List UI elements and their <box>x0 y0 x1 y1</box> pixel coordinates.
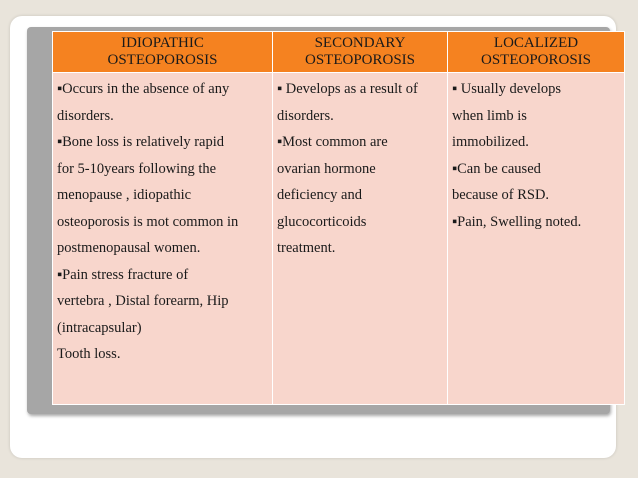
cell-line: ▪ Develops as a result of <box>277 81 418 97</box>
header-localized <box>448 32 625 73</box>
cell-line: ovarian hormone <box>277 160 376 177</box>
cell-line: osteoporosis is mot common in <box>57 213 239 230</box>
cell-localized <box>448 73 625 405</box>
header-line: OSTEOPOROSIS <box>304 52 416 68</box>
cell-line: when limb is <box>452 107 527 124</box>
cell-line: ▪Pain stress fracture of <box>57 266 189 283</box>
cell-line: ▪ Usually develops <box>452 81 562 97</box>
header-secondary <box>273 32 448 73</box>
cell-line: ▪Bone loss is relatively rapid <box>57 134 225 150</box>
cell-line: disorders. <box>277 107 334 124</box>
cell-line: ▪Most common are <box>277 134 388 150</box>
header-line: OSTEOPOROSIS <box>480 52 592 68</box>
cell-line: disorders. <box>57 107 114 124</box>
cell-line: Tooth loss. <box>57 346 121 362</box>
table-header-row <box>53 32 625 73</box>
table-row <box>53 73 625 405</box>
cell-line: immobilized. <box>452 134 529 150</box>
cell-line: ▪Can be caused <box>452 160 541 177</box>
cell-line: ▪Pain, Swelling noted. <box>452 213 582 230</box>
cell-line: deficiency and <box>277 187 362 203</box>
cell-line: treatment. <box>277 240 336 256</box>
osteoporosis-comparison-table <box>52 31 625 405</box>
cell-line: (intracapsular) <box>57 319 142 336</box>
cell-line: glucocorticoids <box>277 213 367 230</box>
header-line: OSTEOPOROSIS <box>107 52 218 68</box>
header-line: IDIOPATHIC <box>121 35 204 51</box>
cell-line: vertebra , Distal forearm, Hip <box>57 293 229 309</box>
cell-line: because of RSD. <box>452 187 550 203</box>
cell-line: postmenopausal women. <box>57 240 201 256</box>
header-line: SECONDARY <box>314 35 406 51</box>
cell-line: ▪Occurs in the absence of any <box>57 81 230 97</box>
cell-line: for 5-10years following the <box>57 160 217 177</box>
header-line: LOCALIZED <box>493 35 579 51</box>
cell-idiopathic <box>53 73 273 405</box>
cell-line: menopause , idiopathic <box>57 187 192 203</box>
header-idiopathic <box>53 32 273 73</box>
cell-secondary <box>273 73 448 405</box>
